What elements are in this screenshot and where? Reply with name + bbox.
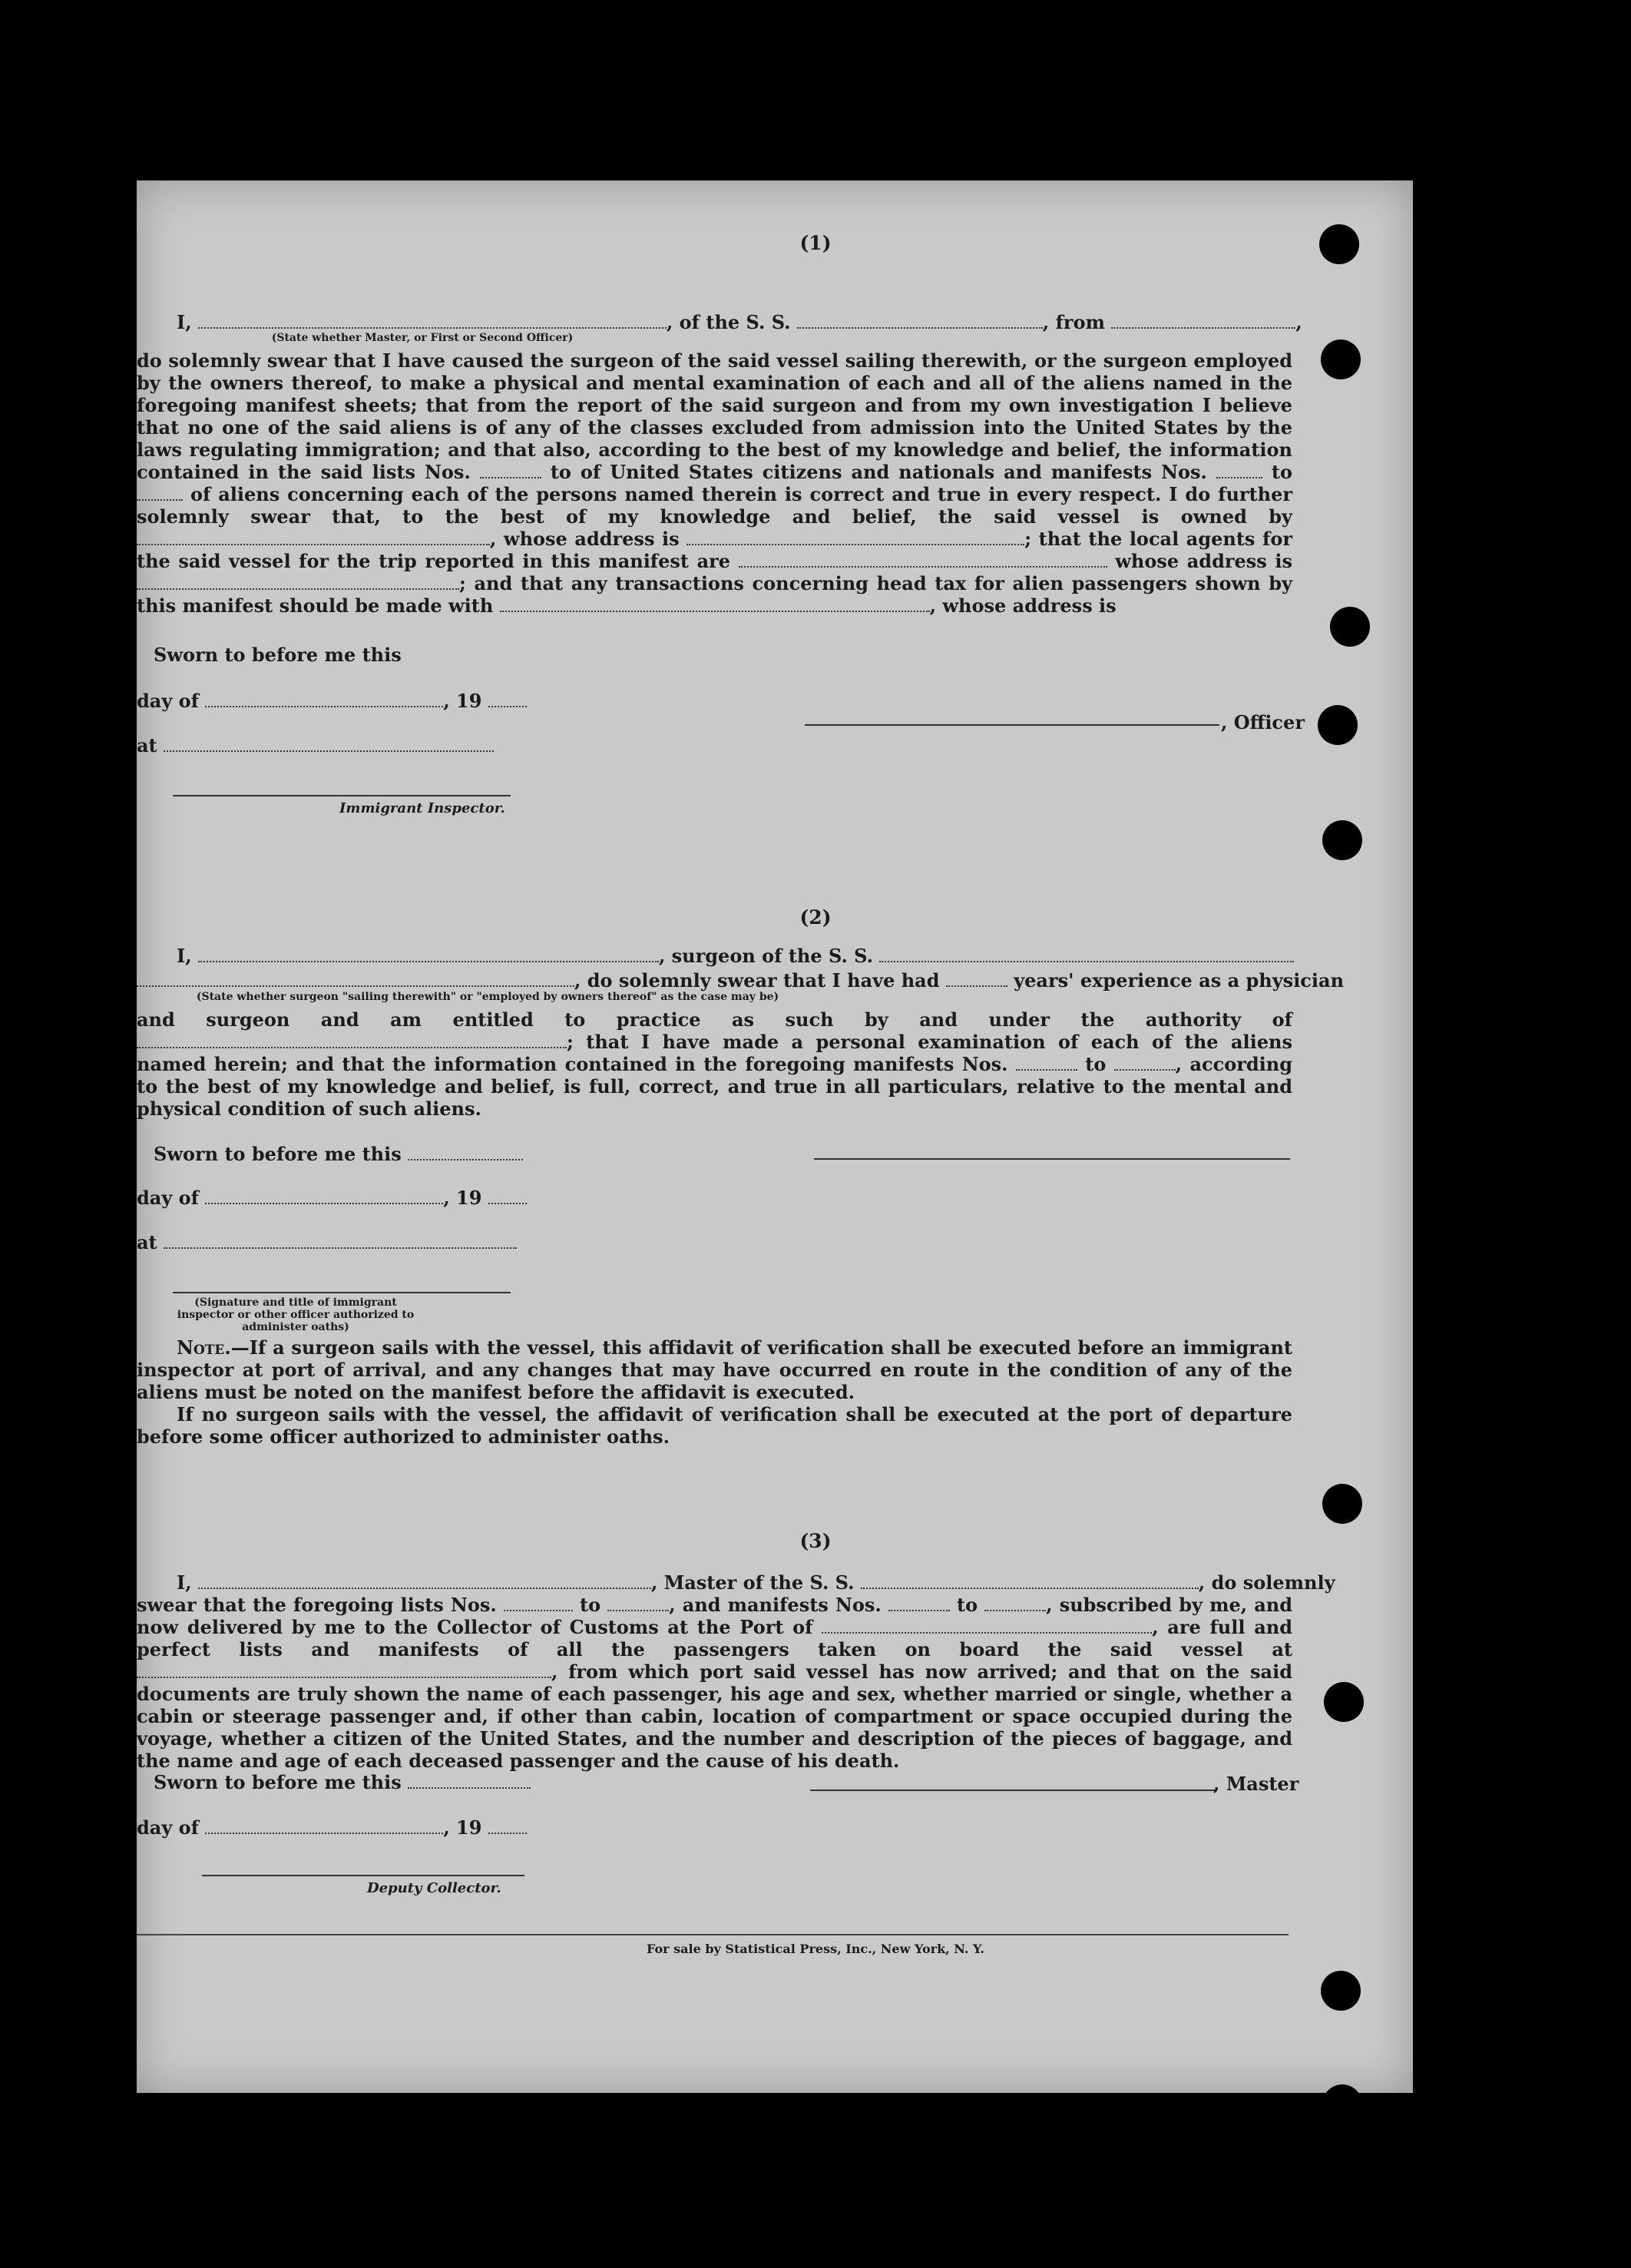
surgeon-type-blank — [137, 972, 574, 987]
sworn-label: Sworn to before me this — [154, 1143, 402, 1165]
ship-name-blank — [797, 313, 1043, 329]
section-3-text-e: , from which port said vessel has now arrived; and that on the said documents are truly shown the name of each passenger, his age and sex, whether married or single, whether a cabin or steerage passenger and, if other than cabin, location of compartment or space occupied during the voyage, whether a citizen of the United States, and the number and description of the pieces of baggage, and the name and age of each deceased passenger and the cause of his death. — [137, 1660, 1292, 1772]
sworn-label: Sworn to before me this — [154, 1771, 402, 1793]
section-1-body — [137, 349, 1292, 617]
to-label: to — [580, 1594, 601, 1616]
binder-hole — [1330, 607, 1370, 647]
sworn-blank — [408, 1145, 523, 1160]
section-3-heading: (3) — [799, 1530, 832, 1552]
note-text-1: —If a surgeon sails with the vessel, this affidavit of verification shall be executed before an immigrant inspector at port of arrival, and any changes that may have occurred en route in the condition of any of the aliens must be noted on the manifest before the affidavit is executed. — [137, 1336, 1292, 1403]
agents-blank — [739, 552, 1107, 568]
master-signature-line — [810, 1790, 1217, 1791]
year-label: , 19 — [443, 690, 482, 712]
section-1-text-c: of aliens concerning each of the persons named therein is correct and true in every respect. I do further solemnly swear that, to the best of my knowledge and belief, the said vessel is owned by — [137, 483, 1293, 528]
manifests-from-blank — [888, 1596, 950, 1611]
head-tax-blank — [500, 597, 930, 612]
master-of-ss-label: , Master of the S. S. — [650, 1571, 855, 1594]
officer-caption: (State whether Master, or First or Second Officer) — [271, 332, 574, 344]
i-prefix: I, — [177, 311, 192, 333]
surgeon-label: , surgeon of the S. S. — [658, 945, 873, 967]
ship-name-blank — [879, 947, 1294, 962]
footer-rule — [137, 1934, 1289, 1935]
section-1-line-1 — [177, 311, 1302, 333]
at-blank — [164, 1233, 517, 1249]
i-prefix: I, — [177, 1571, 192, 1594]
at-row-1 — [137, 734, 494, 757]
officer-label: , Officer — [1221, 711, 1305, 733]
i-prefix: I, — [177, 945, 192, 967]
binder-hole — [1322, 2084, 1362, 2124]
port-from-blank — [1111, 313, 1295, 329]
day-row-1 — [137, 690, 527, 712]
binder-hole — [1322, 820, 1362, 860]
section-3-text-d: , are full and perfect lists and manifests of all the passengers taken on board the said vessel at — [137, 1616, 1292, 1660]
section-1-text-a: do solemnly swear that I have caused the surgeon of the said vessel sailing therewith, or the surgeon employed by the owners thereof, to make a physical and mental examination of each and all of the aliens named in the foregoing manifest sheets; that from the report of the said surgeon and from my own investigation I believe that no one of the said aliens is of any of the classes excluded from admission into the United States by the laws regulating immigration; and that also, according to the best of my knowledge and belief, the information contained in the said lists Nos. — [137, 349, 1292, 483]
section-2-text-a: and surgeon and am entitled to practice as such by and under the authority of — [137, 1008, 1292, 1031]
surgeon-caption: (State whether surgeon "sailing therewith" or "employed by owners thereof" as the case may be) — [196, 991, 779, 1003]
sworn-row-1 — [154, 644, 402, 666]
section-3-text-a: swear that the foregoing lists Nos. — [137, 1594, 497, 1616]
from-label: , from — [1042, 311, 1105, 333]
day-row-3 — [137, 1816, 527, 1839]
section-1-text-b: of United States citizens and nationals and manifests Nos. — [580, 461, 1207, 483]
year-blank — [488, 1189, 527, 1204]
years-label: years' experience as a physician — [1014, 969, 1345, 992]
officer-name-blank — [198, 313, 667, 329]
owner-address-blank — [686, 530, 1024, 545]
section-2-line-2 — [137, 969, 1344, 992]
binder-hole — [1321, 1971, 1361, 2011]
day-of-label: day of — [137, 1816, 199, 1839]
port-blank — [822, 1618, 1152, 1634]
section-1-text-d: , whose address is — [490, 528, 680, 550]
year-blank — [488, 692, 527, 707]
boarding-port-blank — [137, 1663, 551, 1678]
section-2-line-1 — [177, 945, 1294, 967]
day-blank — [205, 692, 443, 707]
sworn-row-2 — [154, 1143, 523, 1165]
to-label: to — [1085, 1053, 1107, 1075]
note-label: Note. — [177, 1336, 231, 1359]
sworn-label: Sworn to before me this — [154, 644, 402, 666]
footer-printer: For sale by Statistical Press, Inc., New York, N. Y. — [647, 1942, 984, 1956]
day-of-label: day of — [137, 1187, 199, 1209]
surgeon-name-blank — [198, 947, 659, 962]
agents-address-blank — [137, 574, 459, 590]
day-of-label: day of — [137, 690, 199, 712]
binder-hole — [1322, 1484, 1362, 1524]
year-label: , 19 — [443, 1187, 482, 1209]
to-label: to — [1271, 461, 1292, 483]
year-blank — [488, 1819, 527, 1834]
sworn-blank — [408, 1773, 531, 1789]
section-2-text-c: , according to the best of my knowledge and belief, is full, correct, and true in all particulars, relative to the mental and physical condition of such aliens. — [137, 1053, 1293, 1120]
section-1-text-f: whose address is — [1115, 550, 1293, 572]
binder-hole — [1324, 1682, 1364, 1722]
section-1-text-g: ; and that any transactions concerning head tax for alien passengers shown by this manifest should be made with — [137, 572, 1292, 617]
owner-blank — [137, 530, 490, 545]
lists-from-blank — [480, 463, 541, 478]
binder-hole — [1321, 339, 1361, 379]
section-2-body — [137, 1008, 1292, 1120]
collector-caption: Deputy Collector. — [367, 1880, 501, 1896]
manifests-to-blank — [1114, 1055, 1176, 1071]
authority-blank — [137, 1033, 567, 1048]
line-end-comma: , — [1295, 311, 1302, 333]
lists-to-blank — [607, 1596, 669, 1611]
day-blank — [205, 1189, 443, 1204]
inspector-signature-line — [173, 795, 511, 796]
at-label: at — [137, 734, 157, 757]
section-3-text-b: , and manifests Nos. — [669, 1594, 882, 1616]
section-2-text-b: ; that I have made a personal examination of each of the aliens named herein; and that the information contained in the foregoing manifests Nos. — [137, 1031, 1292, 1075]
of-ss-label: , of the S. S. — [666, 311, 791, 333]
at-row-2 — [137, 1231, 517, 1253]
at-label: at — [137, 1231, 157, 1253]
section-1-text-e: ; that the local agents for the said vessel for the trip reported in this manifest are — [137, 528, 1292, 572]
section-3-text-c: , subscribed by me, and now delivered by me to the Collector of Customs at the Port of — [137, 1594, 1293, 1638]
ship-name-blank — [861, 1574, 1199, 1589]
lists-from-blank — [504, 1596, 573, 1611]
section-1-heading: (1) — [799, 232, 832, 254]
officer-signature-line — [805, 724, 1219, 726]
binder-hole — [1318, 705, 1358, 745]
section-2-heading: (2) — [799, 906, 832, 929]
master-label: , Master — [1213, 1773, 1299, 1795]
day-row-2 — [137, 1187, 527, 1209]
note-paragraph-1 — [137, 1336, 1292, 1403]
collector-signature-line — [202, 1875, 524, 1876]
section-3-line-1 — [177, 1571, 1335, 1594]
at-blank — [164, 737, 494, 752]
inspector-caption: Immigrant Inspector. — [339, 800, 505, 816]
to-label: to — [550, 461, 571, 483]
sworn-row-3 — [154, 1771, 531, 1793]
to-label: to — [957, 1594, 978, 1616]
years-blank — [946, 972, 1007, 987]
manifests-from-blank — [1016, 1055, 1077, 1071]
note-paragraph-2 — [137, 1403, 1292, 1448]
surgeon-signature-line — [814, 1158, 1290, 1160]
year-label: , 19 — [443, 1816, 482, 1839]
master-name-blank — [198, 1574, 651, 1589]
manifests-to-blank — [984, 1596, 1046, 1611]
section-3-body — [137, 1594, 1292, 1772]
note-text-2: If no surgeon sails with the vessel, the affidavit of verification shall be executed at the port of departure before some officer authorized to administer oaths. — [137, 1403, 1292, 1448]
section-1-text-h: , whose address is — [929, 594, 1117, 617]
day-blank — [205, 1819, 443, 1834]
manifests-from-blank — [1216, 463, 1262, 478]
manifests-to-blank — [137, 485, 183, 501]
do-solemnly-label: , do solemnly — [1198, 1571, 1335, 1594]
signature-caption: (Signature and title of immigrant inspector or other officer authorized to administer oaths) — [177, 1296, 415, 1333]
swear-label: , do solemnly swear that I have had — [574, 969, 940, 992]
inspector-signature-line-2 — [173, 1292, 511, 1293]
